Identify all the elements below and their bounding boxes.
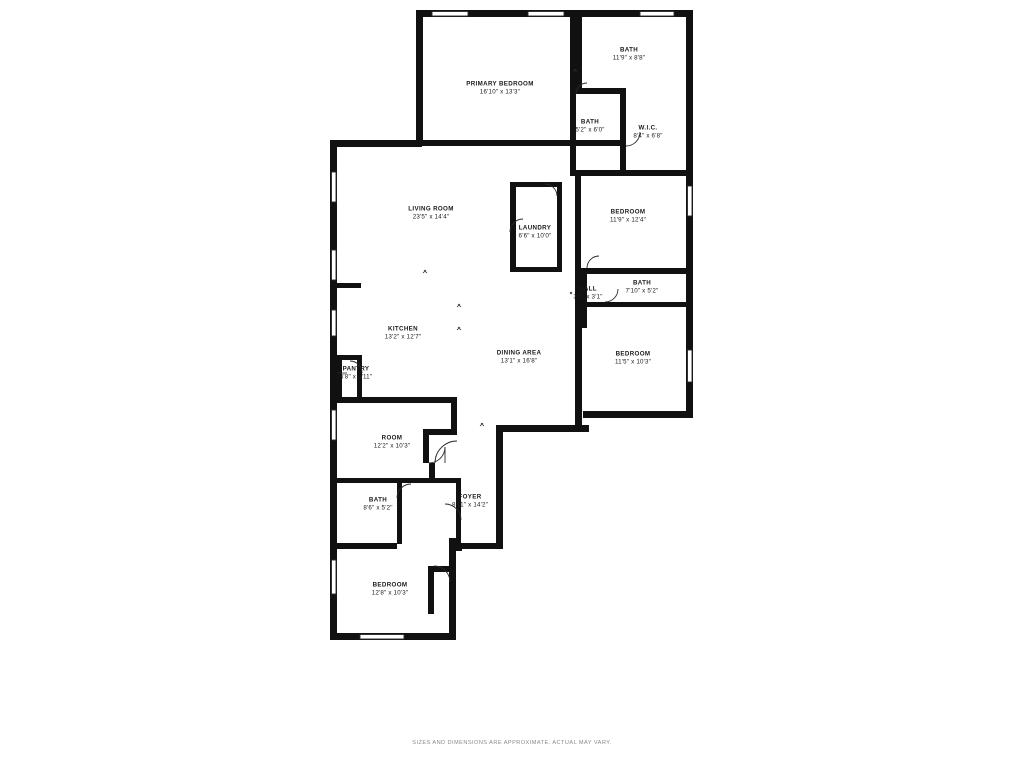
room-name: ROOM [381,434,403,442]
room-dimensions: 13'2" x 12'7" [384,333,422,340]
room-name: FOYER [458,493,482,501]
room-name: BATH [368,496,388,504]
room-dimensions: 8'6" x 5'2" [363,504,393,511]
room-dimensions: 6'6" x 10'0" [518,232,552,239]
disclaimer-text: SIZES AND DIMENSIONS ARE APPROXIMATE. ACTUAL MAY VARY. [412,740,612,746]
room-dimensions: 3'8" x 3'1" [573,293,603,300]
room-dimensions: 8'11" x 14'2" [451,501,489,508]
room-name: BATH [632,279,652,287]
room-name: BATH [580,118,600,126]
room-dimensions: 11'5" x 10'3" [614,358,652,365]
room-name: BEDROOM [615,350,651,358]
room-name: BEDROOM [610,208,646,216]
room-name: LIVING ROOM [408,205,454,213]
room-name: BEDROOM [372,581,408,589]
room-dimensions: 11'9" x 8'8" [612,54,646,61]
room-name: PANTRY [342,365,370,373]
room-dimensions: 16'10" x 13'3" [479,88,521,95]
room-dimensions: 12'2" x 10'3" [373,442,411,449]
room-name: LAUNDRY [518,224,552,232]
room-name: PRIMARY BEDROOM [466,80,534,88]
room-dimensions: 11'9" x 12'4" [609,216,647,223]
room-dimensions: 4'8" x 3'11" [339,373,373,380]
room-dimensions: 13'1" x 16'8" [500,357,538,364]
room-name: KITCHEN [388,325,418,333]
room-dimensions: 5'2" x 6'0" [575,126,605,133]
room-dimensions: 12'8" x 10'3" [371,589,409,596]
room-dimensions: 7'10" x 5'2" [625,287,659,294]
room-dimensions: 23'5" x 14'4" [412,213,450,220]
room-name: DINING AREA [496,349,542,357]
room-name: HALL [579,285,597,293]
room-dimensions: 8'4" x 6'8" [633,132,663,139]
room-name: W.I.C. [638,124,658,132]
room-name: BATH [619,46,639,54]
